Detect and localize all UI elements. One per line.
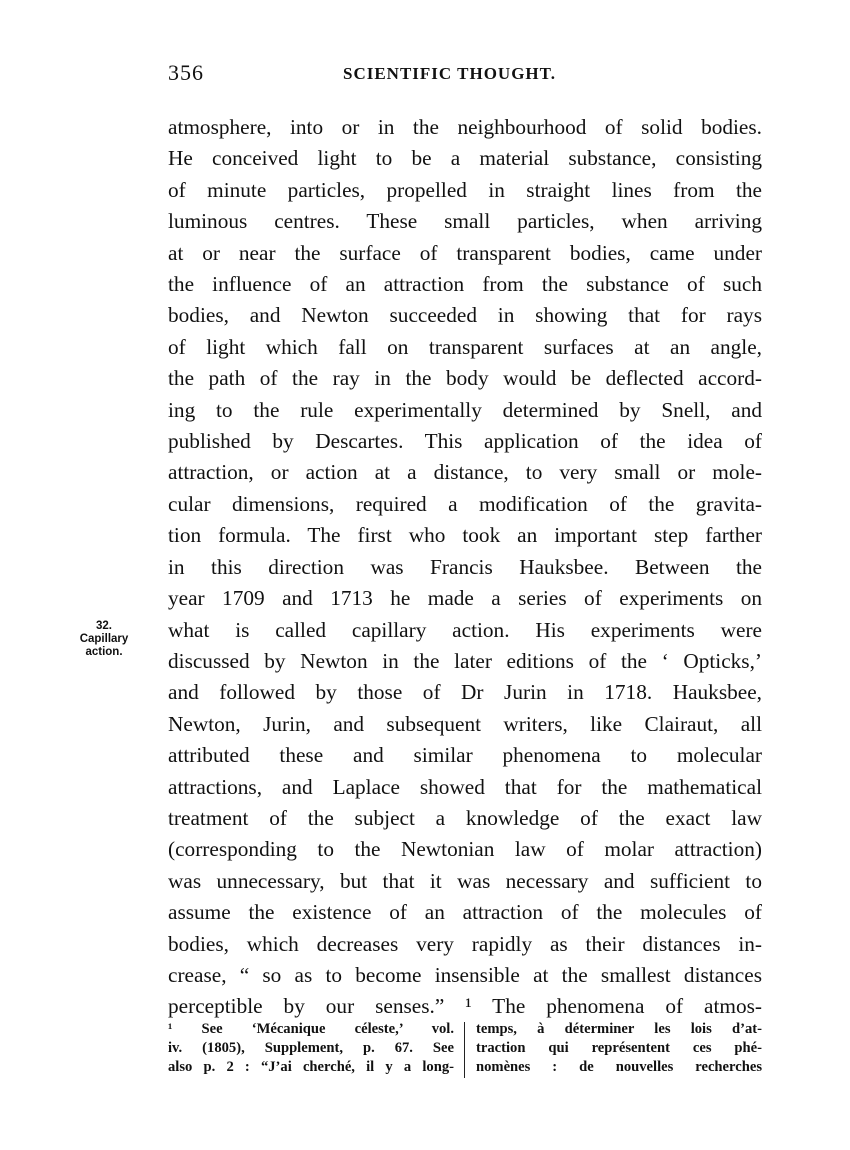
text-line: of minute particles, propelled in straight lines from the xyxy=(168,177,762,202)
text-line: bodies, and Newton succeeded in showing that for rays xyxy=(168,303,762,328)
text-line: atmosphere, into or in the neighbourhood of solid bodies. xyxy=(168,115,762,139)
page-number: 356 xyxy=(168,60,204,85)
margin-note-line: action. xyxy=(85,646,123,658)
footnote-line: iv. (1805), Supplement, p. 67. See xyxy=(168,1040,454,1056)
text-line: assume the existence of an attraction of the molecules of xyxy=(168,900,762,925)
footnote-divider xyxy=(464,1022,465,1078)
footnote-left-column xyxy=(168,1020,454,1077)
margin-note xyxy=(66,620,142,659)
text-line: attributed these and similar phenomena to molecular xyxy=(168,743,762,768)
footnote-right-column xyxy=(476,1020,762,1077)
text-line: ing to the rule experimentally determined by Snell, and xyxy=(168,397,762,422)
margin-note-line: Capillary xyxy=(79,633,129,645)
text-line: discussed by Newton in the later editions of the ‘ Opticks,’ xyxy=(168,648,762,673)
text-line: perceptible by our senses.” ¹ The phenomena of atmos- xyxy=(168,994,762,1019)
margin-note-number: 32. xyxy=(96,620,112,632)
footnote-line: also p. 2 : “J’ai cherché, il y a long- xyxy=(168,1059,454,1075)
text-line: (corresponding to the Newtonian law of molar attraction) xyxy=(168,837,762,862)
text-line: of light which fall on transparent surfaces at an angle, xyxy=(168,334,762,359)
text-line: attraction, or action at a distance, to very small or mole- xyxy=(168,460,762,485)
text-line: bodies, which decreases very rapidly as their distances in- xyxy=(168,931,762,956)
running-head: SCIENTIFIC THOUGHT. xyxy=(343,64,556,83)
text-line: He conceived light to be a material substance, consisting xyxy=(168,146,762,171)
text-line: what is called capillary action. His experiments were xyxy=(168,617,762,642)
text-line: luminous centres. These small particles, when arriving xyxy=(168,209,762,234)
text-line: year 1709 and 1713 he made a series of experiments on xyxy=(168,586,762,611)
footnote-line: ¹ See ‘Mécanique céleste,’ vol. xyxy=(168,1021,454,1037)
text-line: Newton, Jurin, and subsequent writers, like Clairaut, all xyxy=(168,711,762,736)
footnote-line: nomènes : de nouvelles recherches xyxy=(476,1059,762,1075)
text-line: cular dimensions, required a modification of the gravita- xyxy=(168,491,762,516)
body-text xyxy=(168,112,762,1023)
text-line: the influence of an attraction from the substance of such xyxy=(168,272,762,297)
footnote-line: temps, à déterminer les lois d’at- xyxy=(476,1021,762,1037)
text-line: treatment of the subject a knowledge of the exact law xyxy=(168,805,762,830)
text-line: and followed by those of Dr Jurin in 1718. Hauksbee, xyxy=(168,680,762,705)
text-line: in this direction was Francis Hauksbee. Between the xyxy=(168,554,762,579)
text-line: the path of the ray in the body would be deflected accord- xyxy=(168,366,762,391)
text-line: crease, “ so as to become insensible at the smallest distances xyxy=(168,962,762,987)
text-line: attractions, and Laplace showed that for the mathematical xyxy=(168,774,762,799)
text-line: was unnecessary, but that it was necessary and sufficient to xyxy=(168,868,762,893)
page-header xyxy=(168,60,760,90)
text-line: published by Descartes. This application of the idea of xyxy=(168,429,762,454)
footnote-line: traction qui représentent ces phé- xyxy=(476,1040,762,1056)
text-line: at or near the surface of transparent bodies, came under xyxy=(168,240,762,265)
text-line: tion formula. The first who took an important step farther xyxy=(168,523,762,548)
